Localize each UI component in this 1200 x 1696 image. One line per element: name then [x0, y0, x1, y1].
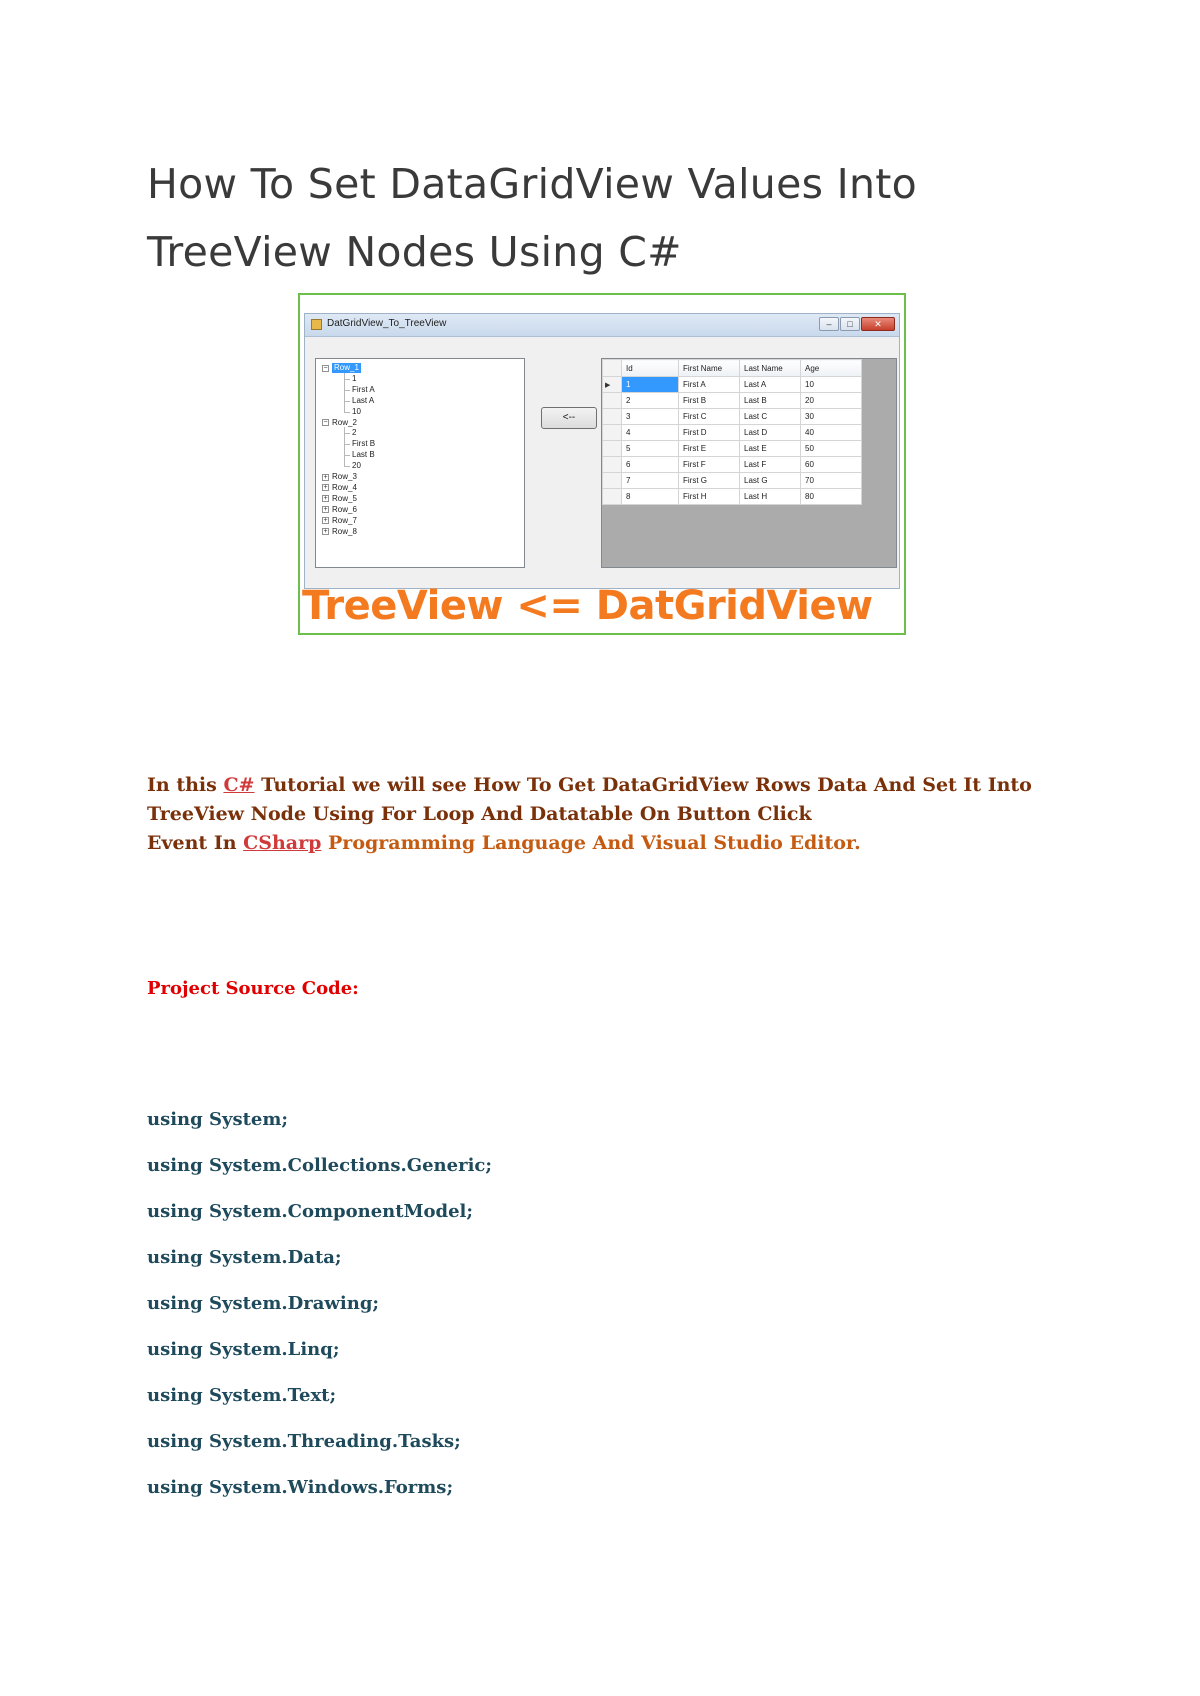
- table-row[interactable]: [603, 489, 862, 505]
- row-header[interactable]: [603, 409, 622, 425]
- tree-child-node[interactable]: 10: [352, 406, 361, 416]
- grid-cell[interactable]: 60: [801, 457, 862, 473]
- tree-node[interactable]: Row_7: [332, 515, 357, 525]
- tree-view[interactable]: [315, 358, 525, 568]
- table-row[interactable]: [603, 441, 862, 457]
- grid-cell[interactable]: Last G: [740, 473, 801, 489]
- grid-cell[interactable]: 50: [801, 441, 862, 457]
- grid-header-last-name[interactable]: Last Name: [740, 360, 801, 377]
- row-header[interactable]: [603, 441, 622, 457]
- code-line: using System.Collections.Generic;: [147, 1155, 493, 1176]
- tree-node[interactable]: Row_8: [332, 526, 357, 536]
- row-header[interactable]: [603, 489, 622, 505]
- grid-header-id[interactable]: Id: [622, 360, 679, 377]
- table-row[interactable]: [603, 393, 862, 409]
- grid-cell[interactable]: First B: [679, 393, 740, 409]
- table-row[interactable]: [603, 377, 862, 393]
- grid-cell[interactable]: Last H: [740, 489, 801, 505]
- grid-cell[interactable]: First H: [679, 489, 740, 505]
- grid-cell[interactable]: 3: [622, 409, 679, 425]
- intro-text: Event In: [147, 832, 244, 854]
- page-title: How To Set DataGridView Values Into TreeView Nodes Using C#: [147, 160, 918, 276]
- data-grid-view[interactable]: [601, 358, 897, 568]
- grid-cell[interactable]: Last A: [740, 377, 801, 393]
- row-header[interactable]: [603, 457, 622, 473]
- minimize-icon[interactable]: –: [819, 317, 839, 331]
- tree-expander-icon[interactable]: +: [323, 506, 328, 514]
- tree-node[interactable]: Row_6: [332, 504, 357, 514]
- intro-text: Programming Language And Visual Studio Editor.: [321, 832, 861, 854]
- grid-cell[interactable]: 4: [622, 425, 679, 441]
- code-line: using System.ComponentModel;: [147, 1201, 474, 1222]
- grid-cell[interactable]: Last C: [740, 409, 801, 425]
- code-block: [147, 1107, 492, 1521]
- transfer-button[interactable]: <--: [541, 407, 597, 429]
- tree-expander-icon[interactable]: +: [323, 473, 328, 481]
- tree-expander-icon[interactable]: −: [323, 364, 328, 372]
- grid-cell[interactable]: Last B: [740, 393, 801, 409]
- table-row[interactable]: [603, 457, 862, 473]
- tree-expander-icon[interactable]: +: [323, 484, 328, 492]
- grid-cell[interactable]: 20: [801, 393, 862, 409]
- grid-cell[interactable]: 6: [622, 457, 679, 473]
- window-titlebar: [305, 314, 899, 337]
- grid-cell[interactable]: First G: [679, 473, 740, 489]
- grid-header-age[interactable]: Age: [801, 360, 862, 377]
- code-line: using System.Windows.Forms;: [147, 1477, 454, 1498]
- table-row[interactable]: [603, 409, 862, 425]
- csharp-link[interactable]: C#: [223, 774, 255, 796]
- screenshot-figure: [298, 293, 906, 635]
- code-line: using System.Text;: [147, 1385, 337, 1406]
- tree-node[interactable]: Row_3: [332, 472, 357, 481]
- grid-header-row: [603, 360, 862, 377]
- tree-child-node[interactable]: First A: [352, 384, 375, 394]
- row-header[interactable]: [603, 473, 622, 489]
- code-line: using System.Linq;: [147, 1339, 340, 1360]
- grid-cell[interactable]: Last E: [740, 441, 801, 457]
- grid-cell[interactable]: 70: [801, 473, 862, 489]
- close-icon[interactable]: ✕: [861, 317, 895, 331]
- tree-expander-icon[interactable]: −: [323, 419, 328, 426]
- grid-cell[interactable]: 80: [801, 489, 862, 505]
- tree-node[interactable]: Row_5: [332, 493, 357, 503]
- grid-cell[interactable]: 7: [622, 473, 679, 489]
- tree-node[interactable]: Row_4: [332, 482, 357, 492]
- grid-cell[interactable]: 1: [622, 377, 679, 393]
- grid-header-first-name[interactable]: First Name: [679, 360, 740, 377]
- grid-cell[interactable]: 10: [801, 377, 862, 393]
- tree-child-node[interactable]: 20: [352, 461, 361, 471]
- tree-expander-icon[interactable]: +: [323, 495, 328, 503]
- banner-text: TreeView <= DatGridView: [302, 583, 873, 629]
- tree-child-node[interactable]: Last B: [352, 450, 375, 460]
- table-row[interactable]: [603, 473, 862, 489]
- grid-cell[interactable]: 2: [622, 393, 679, 409]
- tree-child-node[interactable]: 1: [352, 373, 357, 383]
- tree-node[interactable]: Row_1: [334, 363, 359, 372]
- table-row[interactable]: [603, 425, 862, 441]
- section-label: Project Source Code:: [147, 978, 359, 999]
- tree-node[interactable]: Row_2: [332, 417, 357, 427]
- tree-expander-icon[interactable]: +: [323, 528, 328, 535]
- code-line: using System;: [147, 1109, 289, 1130]
- code-line: using System.Drawing;: [147, 1293, 380, 1314]
- intro-paragraph: [147, 771, 1087, 858]
- tree-child-node[interactable]: 2: [352, 428, 357, 438]
- window-title: DatGridView_To_TreeView: [327, 318, 447, 329]
- grid-cell[interactable]: 40: [801, 425, 862, 441]
- grid-cell[interactable]: 8: [622, 489, 679, 505]
- grid-cell[interactable]: 30: [801, 409, 862, 425]
- app-icon: [311, 319, 322, 330]
- grid-corner-header: [603, 360, 622, 377]
- row-header[interactable]: [603, 425, 622, 441]
- tree-expander-icon[interactable]: +: [323, 517, 328, 525]
- maximize-icon[interactable]: □: [840, 317, 860, 331]
- row-header[interactable]: ▶: [603, 377, 622, 393]
- grid-cell[interactable]: First A: [679, 377, 740, 393]
- tree-child-node[interactable]: Last A: [352, 395, 375, 405]
- grid-cell[interactable]: Last D: [740, 425, 801, 441]
- grid-cell[interactable]: First D: [679, 425, 740, 441]
- grid-cell[interactable]: First E: [679, 441, 740, 457]
- app-window: [304, 313, 900, 589]
- grid-cell[interactable]: First C: [679, 409, 740, 425]
- code-line: using System.Threading.Tasks;: [147, 1431, 461, 1452]
- code-line: using System.Data;: [147, 1247, 342, 1268]
- grid-cell[interactable]: First F: [679, 457, 740, 473]
- grid-cell[interactable]: 5: [622, 441, 679, 457]
- csharp-link-2[interactable]: CSharp: [243, 832, 322, 854]
- tree-connector: [344, 373, 345, 413]
- intro-text: Tutorial we will see How To Get DataGridView Rows Data And Set It Into TreeView Node Using For Loop And Datatable On Button Click: [147, 774, 1032, 825]
- tree-child-node[interactable]: First B: [352, 439, 376, 449]
- intro-text: In this: [147, 774, 224, 796]
- grid-cell[interactable]: Last F: [740, 457, 801, 473]
- tree-connector: [344, 427, 345, 467]
- row-header[interactable]: [603, 393, 622, 409]
